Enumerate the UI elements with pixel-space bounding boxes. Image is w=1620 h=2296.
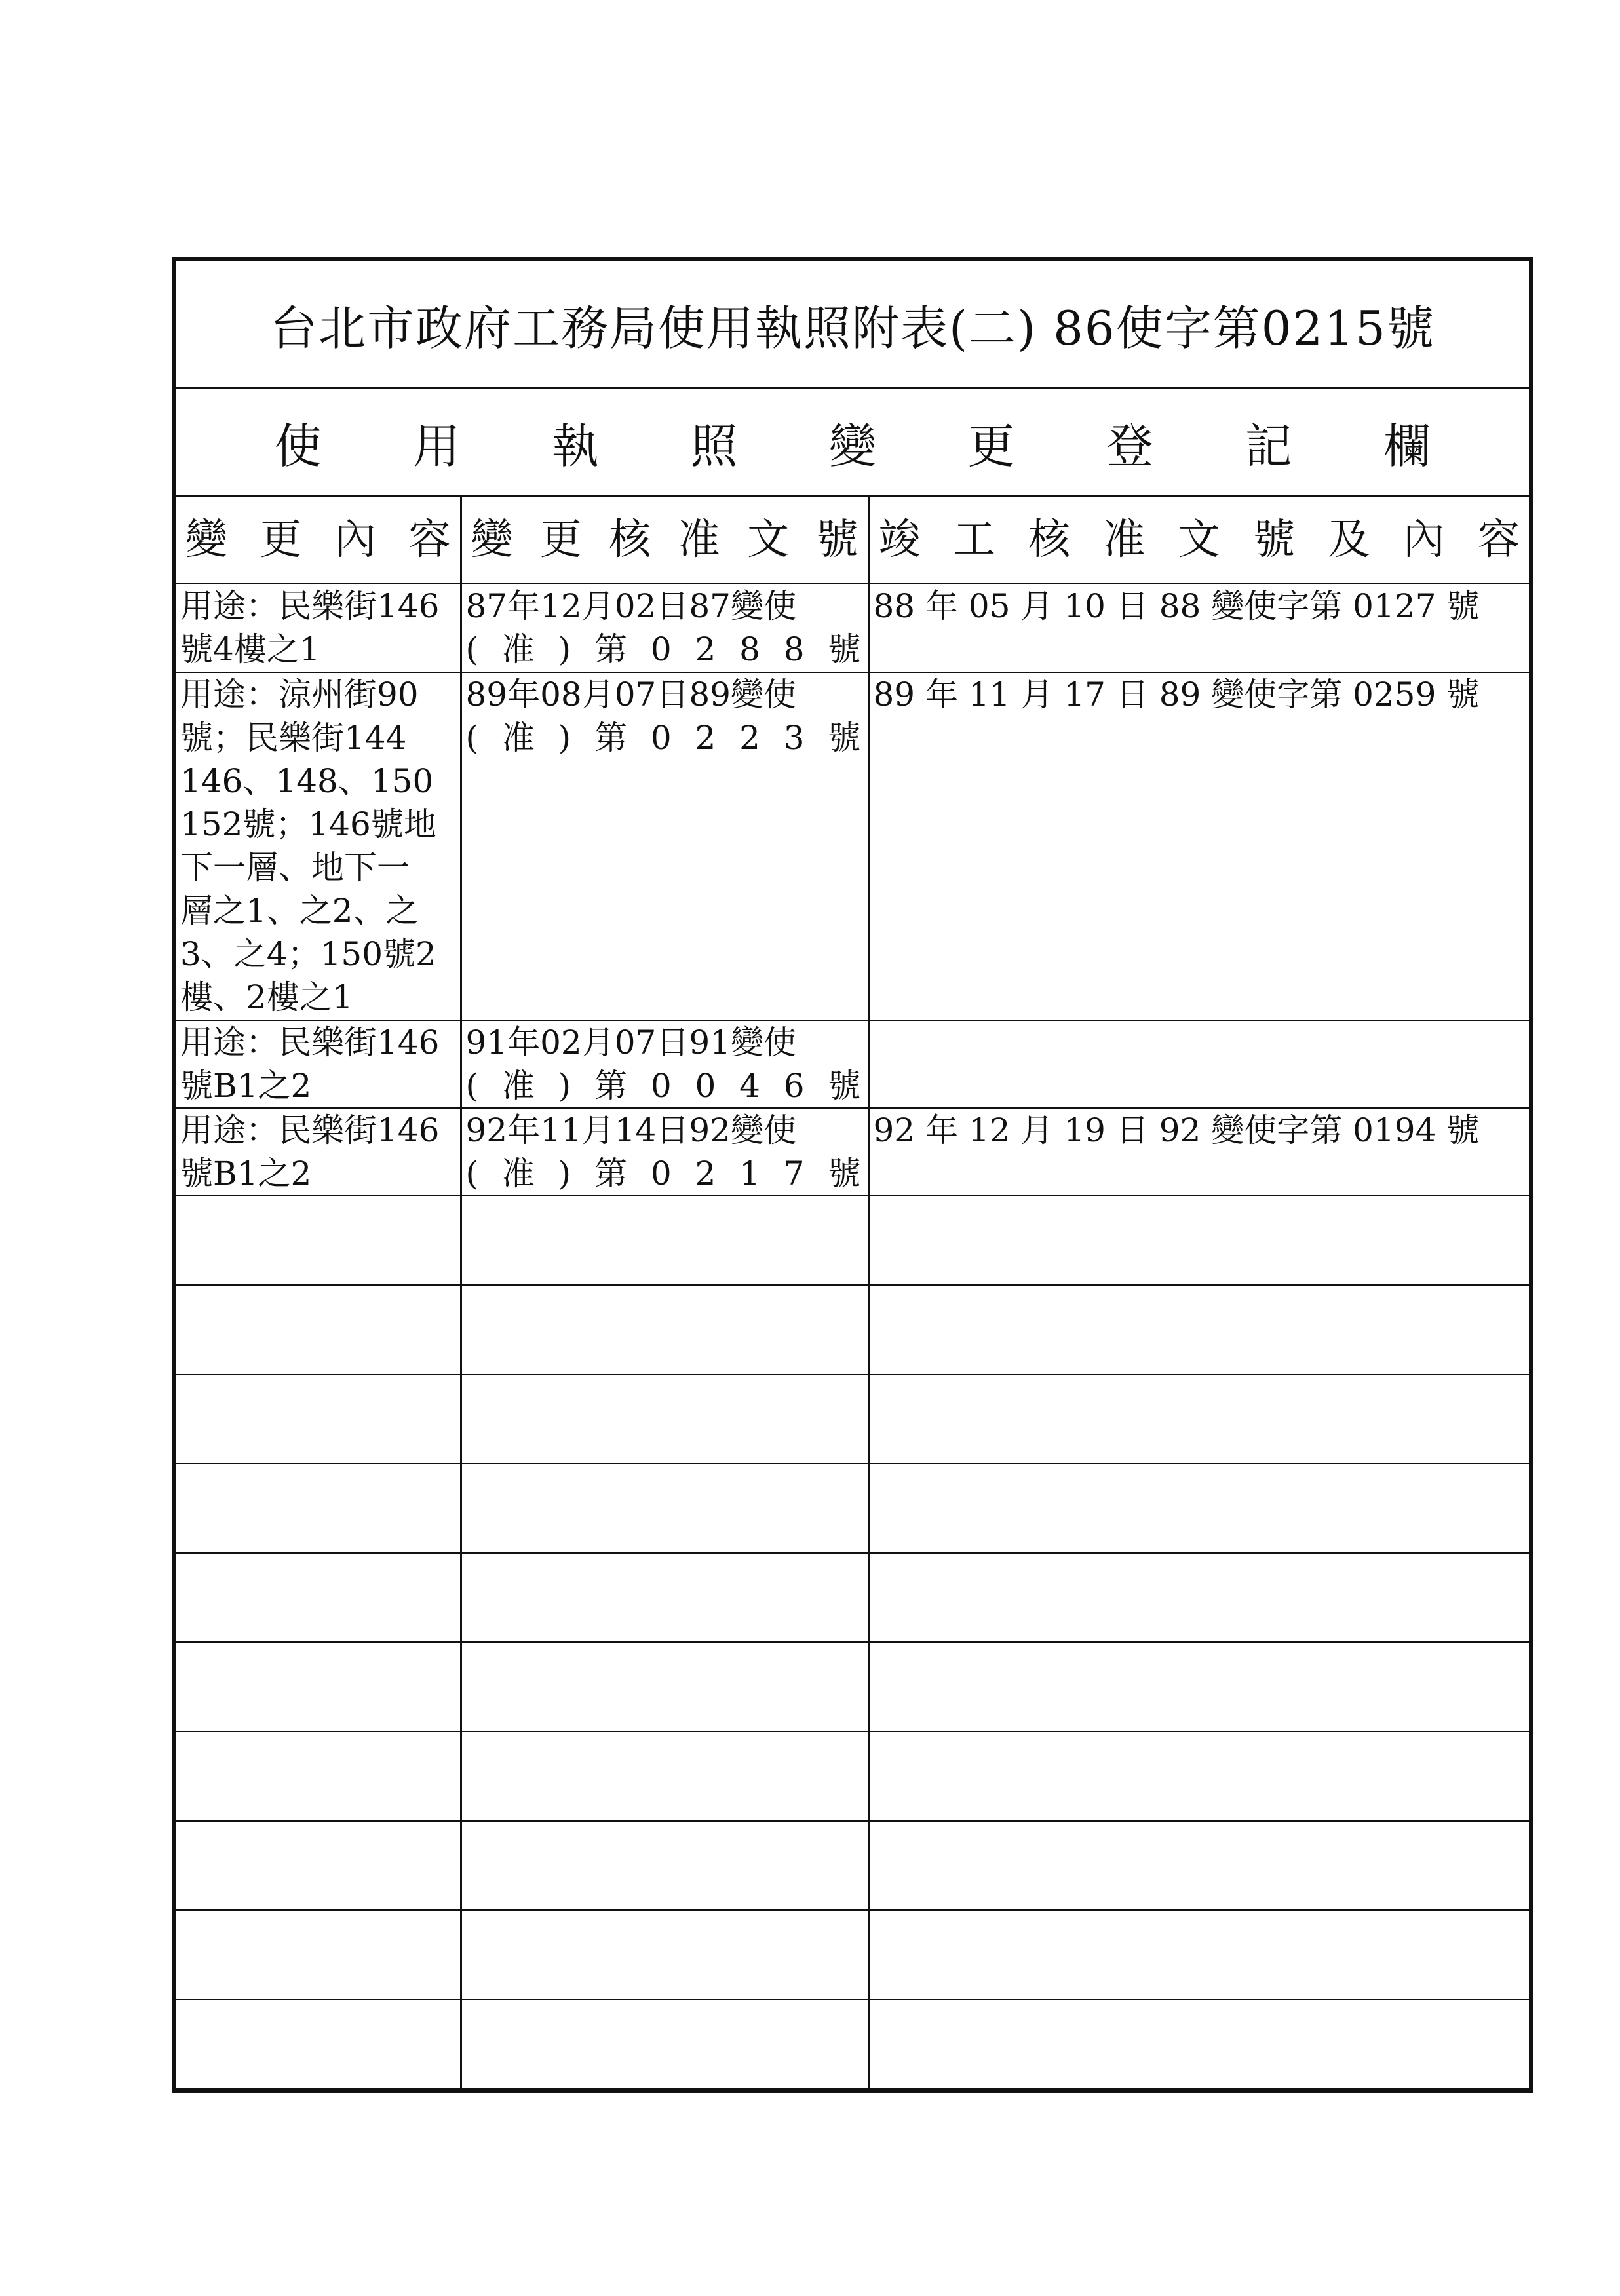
header-approval-number: 變 更 核 准 文 號 bbox=[461, 497, 868, 584]
empty-cell bbox=[461, 1821, 868, 1910]
empty-cell bbox=[176, 2000, 461, 2088]
empty-cell bbox=[176, 1732, 461, 1821]
approval-number-cell: 92年11月14日92變使 ( 准 ) 第 0 2 1 7 號 bbox=[461, 1108, 868, 1196]
table-row bbox=[176, 1108, 1529, 1196]
header-change-content: 變 更 內 容 bbox=[176, 497, 461, 584]
empty-cell bbox=[868, 1464, 1529, 1553]
empty-row bbox=[176, 1642, 1529, 1731]
completion-cell bbox=[868, 1020, 1529, 1108]
empty-cell bbox=[461, 1464, 868, 1553]
change-content-cell: 用途：民樂街146 號4樓之1 bbox=[176, 584, 461, 672]
empty-cell bbox=[176, 1910, 461, 1999]
completion-cell: 88 年 05 月 10 日 88 變使字第 0127 號 bbox=[868, 584, 1529, 672]
subtitle-char: 更 bbox=[967, 418, 1015, 474]
subtitle-char: 執 bbox=[551, 418, 599, 474]
form-title: 台北市政府工務局使用執照附表(二) 86使字第0215號 bbox=[176, 261, 1529, 389]
empty-cell bbox=[868, 1553, 1529, 1642]
change-content-cell: 用途：民樂街146 號B1之2 bbox=[176, 1108, 461, 1196]
completion-cell: 92 年 12 月 19 日 92 變使字第 0194 號 bbox=[868, 1108, 1529, 1196]
empty-cell bbox=[461, 1732, 868, 1821]
empty-cell bbox=[868, 2000, 1529, 2088]
usage-permit-form bbox=[172, 257, 1533, 2093]
empty-cell bbox=[461, 1642, 868, 1731]
approval-number-cell: 91年02月07日91變使 ( 准 ) 第 0 0 4 6 號 bbox=[461, 1020, 868, 1108]
subtitle-char: 照 bbox=[690, 418, 738, 474]
table-header-row bbox=[176, 497, 1529, 584]
header-completion-approval: 竣 工 核 准 文 號 及 內 容 bbox=[868, 497, 1529, 584]
form-subtitle bbox=[176, 389, 1529, 497]
empty-cell bbox=[868, 1732, 1529, 1821]
subtitle-char: 登 bbox=[1106, 418, 1154, 474]
empty-row bbox=[176, 1464, 1529, 1553]
empty-cell bbox=[176, 1464, 461, 1553]
empty-row bbox=[176, 1910, 1529, 1999]
subtitle-char: 使 bbox=[274, 418, 322, 474]
empty-row bbox=[176, 1375, 1529, 1464]
empty-cell bbox=[868, 1642, 1529, 1731]
empty-cell bbox=[461, 1375, 868, 1464]
empty-cell bbox=[176, 1285, 461, 1374]
empty-cell bbox=[176, 1821, 461, 1910]
empty-cell bbox=[461, 1910, 868, 1999]
empty-cell bbox=[868, 1821, 1529, 1910]
empty-row bbox=[176, 1821, 1529, 1910]
empty-row bbox=[176, 1732, 1529, 1821]
empty-cell bbox=[176, 1196, 461, 1285]
subtitle-char: 欄 bbox=[1383, 418, 1431, 474]
change-register-table bbox=[176, 497, 1529, 2088]
empty-cell bbox=[868, 1196, 1529, 1285]
subtitle-char: 記 bbox=[1244, 418, 1292, 474]
empty-cell bbox=[461, 1196, 868, 1285]
empty-row bbox=[176, 1285, 1529, 1374]
subtitle-char: 變 bbox=[828, 418, 876, 474]
empty-row bbox=[176, 1196, 1529, 1285]
empty-cell bbox=[461, 1553, 868, 1642]
empty-cell bbox=[868, 1375, 1529, 1464]
empty-cell bbox=[176, 1375, 461, 1464]
approval-number-cell: 87年12月02日87變使 ( 准 ) 第 0 2 8 8 號 bbox=[461, 584, 868, 672]
change-content-cell: 用途：涼州街90 號；民樂街144 146、148、150 152號；146號地 下一層、地下一 層之1、之2、之 3、之4；150號2 樓、2樓之1 bbox=[176, 672, 461, 1020]
completion-cell: 89 年 11 月 17 日 89 變使字第 0259 號 bbox=[868, 672, 1529, 1020]
empty-cell bbox=[868, 1910, 1529, 1999]
table-row bbox=[176, 584, 1529, 672]
empty-cell bbox=[461, 2000, 868, 2088]
empty-row bbox=[176, 2000, 1529, 2088]
empty-cell bbox=[176, 1553, 461, 1642]
table-row bbox=[176, 672, 1529, 1020]
empty-cell bbox=[868, 1285, 1529, 1374]
table-row bbox=[176, 1020, 1529, 1108]
change-content-cell: 用途：民樂街146 號B1之2 bbox=[176, 1020, 461, 1108]
subtitle-char: 用 bbox=[413, 418, 461, 474]
approval-number-cell: 89年08月07日89變使 ( 准 ) 第 0 2 2 3 號 bbox=[461, 672, 868, 1020]
empty-cell bbox=[461, 1285, 868, 1374]
empty-cell bbox=[176, 1642, 461, 1731]
empty-row bbox=[176, 1553, 1529, 1642]
